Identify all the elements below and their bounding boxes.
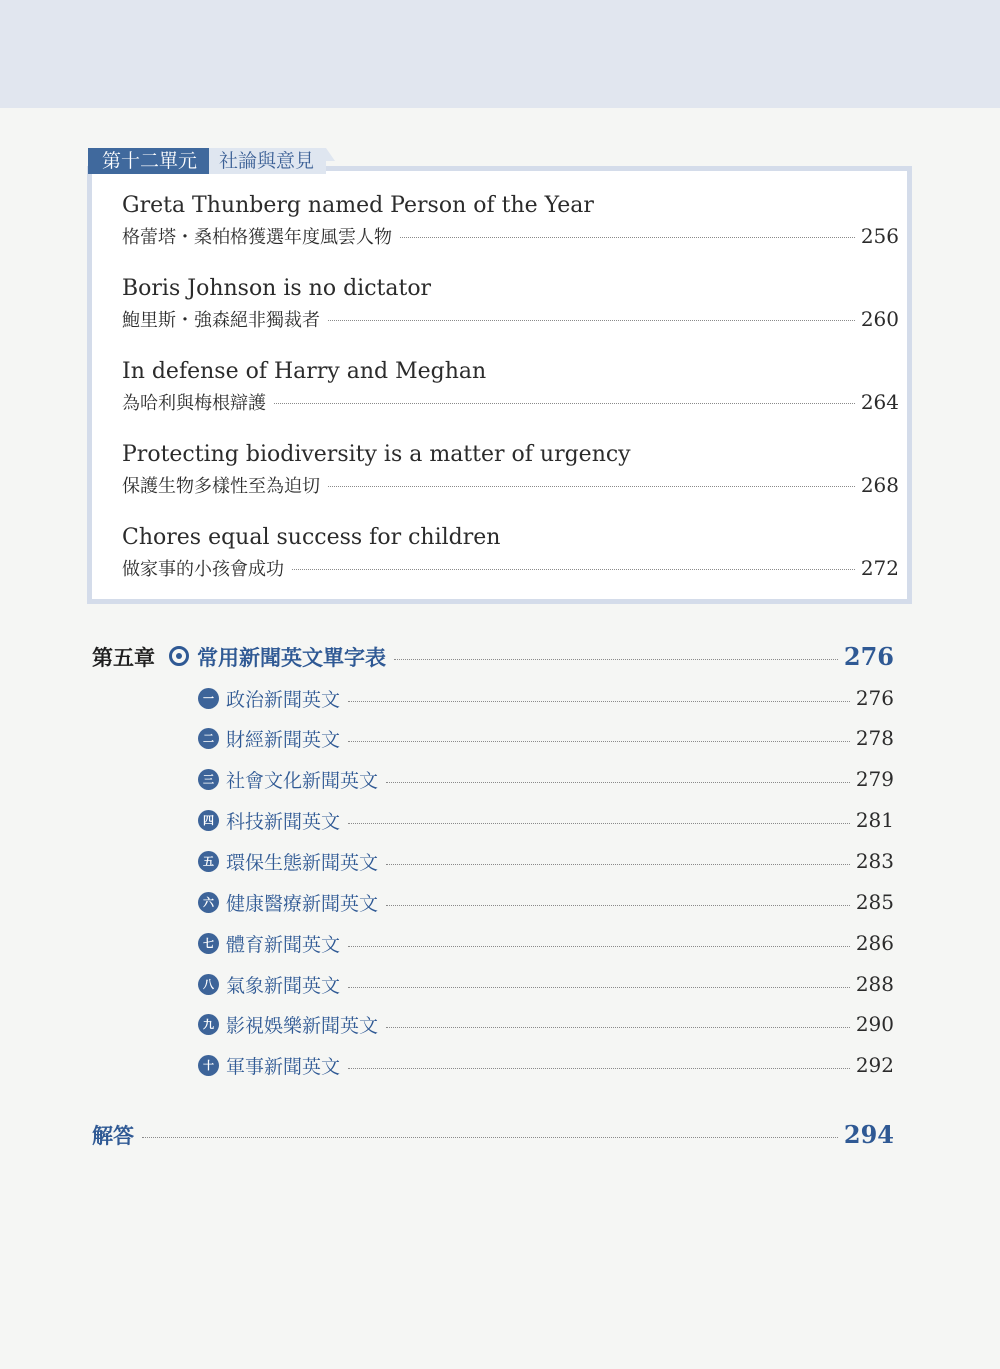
- section-entry[interactable]: [198, 723, 894, 753]
- section-title: 社會文化新聞英文: [226, 769, 379, 792]
- page-number: 268: [860, 473, 899, 497]
- section-number-badge: 七: [198, 933, 219, 954]
- dot-leader: [348, 946, 850, 947]
- dot-leader: [386, 864, 850, 865]
- unit-number: 第十二單元: [88, 148, 209, 174]
- chapter-page-number: 276: [843, 642, 894, 671]
- section-number-badge: 八: [198, 974, 219, 995]
- dot-leader: [348, 823, 850, 824]
- dot-leader: [386, 782, 850, 783]
- section-title: 體育新聞英文: [226, 933, 341, 956]
- page-number: 286: [855, 931, 894, 955]
- section-entry[interactable]: [198, 846, 894, 876]
- chapter-entry[interactable]: [92, 642, 894, 674]
- article-title-zh: 為哈利與梅根辯護: [122, 393, 266, 414]
- answers-label: 解答: [92, 1124, 134, 1148]
- section-entry[interactable]: [198, 969, 894, 999]
- dot-leader: [142, 1137, 838, 1138]
- section-title: 影視娛樂新聞英文: [226, 1014, 379, 1037]
- section-number-badge: 十: [198, 1055, 219, 1076]
- page-number: 290: [855, 1012, 894, 1036]
- article-title-zh: 格蕾塔・桑柏格獲選年度風雲人物: [122, 227, 392, 248]
- answers-page-number: 294: [843, 1120, 894, 1149]
- section-entry[interactable]: [198, 1050, 894, 1080]
- dot-leader: [274, 403, 855, 404]
- article-entry[interactable]: [122, 440, 899, 502]
- target-bullet-icon: [169, 646, 189, 666]
- dot-leader: [328, 486, 855, 487]
- article-entry[interactable]: [122, 274, 899, 336]
- section-entry[interactable]: [198, 1009, 894, 1039]
- page-number: 281: [855, 808, 894, 832]
- article-title-zh: 做家事的小孩會成功: [122, 559, 284, 580]
- article-entry[interactable]: [122, 357, 899, 419]
- article-title-en: Chores equal success for children: [122, 525, 501, 550]
- answers-entry[interactable]: [92, 1120, 894, 1152]
- section-title: 科技新聞英文: [226, 810, 341, 833]
- section-number-badge: 一: [198, 688, 219, 709]
- page-number: 276: [855, 686, 894, 710]
- page-number: 272: [860, 556, 899, 580]
- section-title: 氣象新聞英文: [226, 974, 341, 997]
- dot-leader: [292, 569, 855, 570]
- page-number: 285: [855, 890, 894, 914]
- article-title-en: In defense of Harry and Meghan: [122, 359, 487, 384]
- article-entry[interactable]: [122, 191, 899, 253]
- article-title-zh: 鮑里斯・強森絕非獨裁者: [122, 310, 320, 331]
- dot-leader: [348, 987, 850, 988]
- page-number: 279: [855, 767, 894, 791]
- section-number-badge: 二: [198, 728, 219, 749]
- header-band: [0, 0, 1000, 108]
- page-number: 256: [860, 224, 899, 248]
- dot-leader: [386, 905, 850, 906]
- section-number-badge: 三: [198, 769, 219, 790]
- page-number: 288: [855, 972, 894, 996]
- section-number-badge: 六: [198, 892, 219, 913]
- section-title: 政治新聞英文: [226, 688, 341, 711]
- section-entry[interactable]: [198, 805, 894, 835]
- dot-leader: [386, 1027, 850, 1028]
- section-entry[interactable]: [198, 928, 894, 958]
- article-title-en: Boris Johnson is no dictator: [122, 276, 432, 301]
- page-number: 264: [860, 390, 899, 414]
- page-number: 283: [855, 849, 894, 873]
- article-title-en: Protecting biodiversity is a matter of urgency: [122, 442, 631, 467]
- section-entry[interactable]: [198, 764, 894, 794]
- section-title: 健康醫療新聞英文: [226, 892, 379, 915]
- section-title: 軍事新聞英文: [226, 1055, 341, 1078]
- unit-article-box: [87, 166, 912, 604]
- page-number: 278: [855, 726, 894, 750]
- section-entry[interactable]: [198, 887, 894, 917]
- dot-leader: [348, 701, 850, 702]
- section-entry[interactable]: [198, 683, 894, 713]
- chapter-label: 第五章: [92, 646, 155, 670]
- dot-leader: [400, 237, 855, 238]
- section-title: 環保生態新聞英文: [226, 851, 379, 874]
- chapter-title: 常用新聞英文單字表: [197, 646, 386, 670]
- article-title-zh: 保護生物多樣性至為迫切: [122, 476, 320, 497]
- page-number: 260: [860, 307, 899, 331]
- section-number-badge: 五: [198, 851, 219, 872]
- article-entry[interactable]: [122, 523, 899, 585]
- article-title-en: Greta Thunberg named Person of the Year: [122, 193, 594, 218]
- dot-leader: [328, 320, 855, 321]
- section-number-badge: 四: [198, 810, 219, 831]
- page-number: 292: [855, 1053, 894, 1077]
- unit-tab: [88, 148, 326, 174]
- dot-leader: [348, 741, 850, 742]
- unit-name: 社論與意見: [209, 148, 326, 174]
- dot-leader: [348, 1068, 850, 1069]
- section-number-badge: 九: [198, 1014, 219, 1035]
- dot-leader: [394, 659, 838, 660]
- section-title: 財經新聞英文: [226, 728, 341, 751]
